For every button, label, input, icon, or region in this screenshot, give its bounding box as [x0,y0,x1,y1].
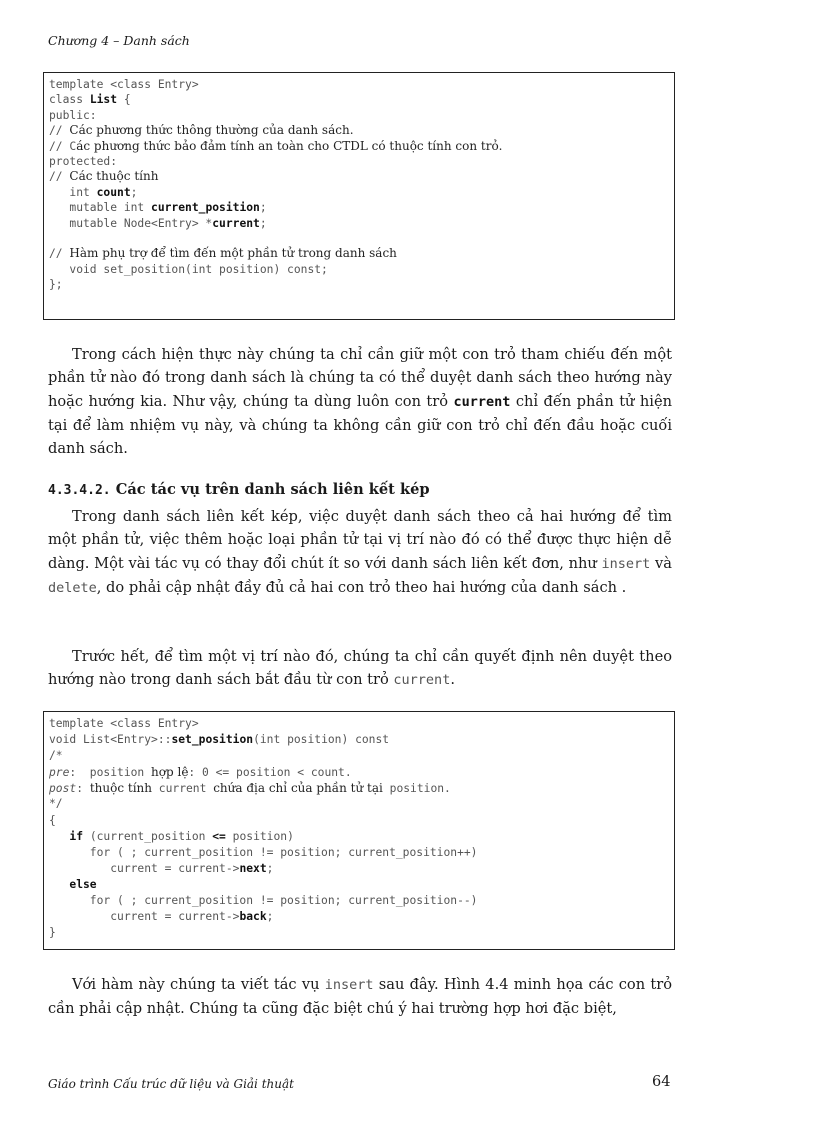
code-line: mutable int current_position; [49,201,267,215]
paragraph-insert: Với hàm này chúng ta viết tác vụ insert sau đây. Hình 4.4 minh họa các con trỏ cần phải cập nhật. Chúng ta cũng đặc biệt chú ý hai trường hợp hơi đặc biệt, [48,976,672,1018]
code-line: template <class Entry> [49,78,199,91]
code-line: mutable Node<Entry> *current; [49,216,267,230]
paragraph-find-position: Trước hết, để tìm một vị trí nào đó, chúng ta chỉ cần quyết định nên duyệt theo hướng nào trong danh sách bắt đầu từ con trỏ current. [48,648,672,689]
code-line: */ [49,797,63,811]
code-line: else [69,877,97,891]
section-heading: 4.3.4.2. Các tác vụ trên danh sách liên kết kép [48,481,430,498]
code-comment: // Các phương thức bảo đảm tính an toàn cho CTDL có thuộc tính con trỏ. [49,138,503,153]
code-blank-line [49,231,674,246]
code-comment: // Các thuộc tính [49,169,159,184]
code-line: for ( ; current_position != position; current_position++) [49,845,478,859]
chapter-header: Chương 4 – Danh sách [48,33,190,48]
code-line: if (current_position <= position) [69,829,294,843]
code-precondition: pre: position hợp lệ: 0 <= position < count. [49,765,352,780]
code-line: int count; [49,185,138,199]
code-line: for ( ; current_position != position; current_position--) [49,894,478,908]
code-line: class List { [49,93,131,107]
code-line: void set_position(int position) const; [49,262,328,276]
code-line: public: [49,108,97,122]
code-line: } [49,926,56,940]
code-line: }; [49,278,63,292]
code-line: /* [49,749,63,763]
code-postcondition: post: thuộc tính current chứa địa chỉ của phần tử tại position. [49,781,451,796]
code-comment: // Hàm phụ trợ để tìm đến một phần tử trong danh sách [49,246,397,261]
code-line: { [49,813,56,827]
footer-book-title: Giáo trình Cấu trúc dữ liệu và Giải thuật [48,1077,294,1091]
code-line: protected: [49,154,118,168]
code-line: current = current->next; [49,861,274,875]
page-number: 64 [652,1074,671,1090]
code-line: template <class Entry> [49,717,199,730]
code-line: void List<Entry>::set_position(int position) const [49,733,390,747]
code-block-set-position [43,711,675,950]
paragraph-implementation: Trong cách hiện thực này chúng ta chỉ cần giữ một con trỏ tham chiếu đến một phần tử nào đó trong danh sách là chúng ta có thể duyệt danh sách theo hướng này hoặc hướng kia. Như vậy, chúng ta dùng luôn con trỏ current chỉ đến phần tử hiện tại để làm nhiệm vụ này, và chúng ta không cần giữ con trỏ chỉ đến đầu hoặc cuối danh sách. [48,346,672,458]
code-comment: // Các phương thức thông thường của danh sách. [49,123,354,138]
code-line: current = current->back; [49,910,274,924]
paragraph-operations: Trong danh sách liên kết kép, việc duyệt danh sách theo cả hai hướng để tìm một phần tử, việc thêm hoặc loại phần tử tại vị trí nào đó có thể được thực hiện dễ dàng. Một vài tác vụ có thay đổi chút ít so với danh sách liên kết đơn, như insert và delete, do phải cập nhật đầy đủ cả hai con trỏ theo hai hướng của danh sách . [48,508,672,596]
code-block-class-list [43,72,675,320]
